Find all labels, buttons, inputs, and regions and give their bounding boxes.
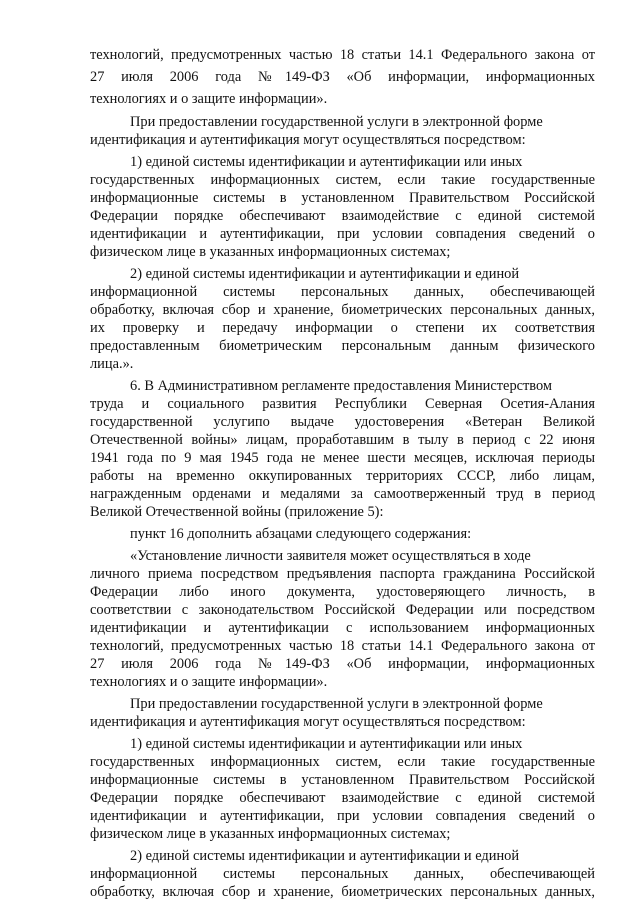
- text-line: работы на временно оккупированных территориях СССР, либо лицам,: [90, 468, 595, 484]
- text-line: обработку, включая сбор и хранение, биометрических персональных данных,: [90, 302, 595, 318]
- text-line: технологиях и о защите информации».: [90, 674, 328, 690]
- text-line: труда и социального развития Республики Северная Осетия-Алания: [90, 396, 595, 412]
- text-line: информационной системы персональных данных, обеспечивающей: [90, 866, 595, 882]
- text-line: технологиях и о защите информации».: [90, 91, 328, 107]
- text-line: 6. В Административном регламенте предоставления Министерством: [130, 378, 553, 394]
- text-line: лица.».: [90, 356, 134, 372]
- text-line: государственных информационных систем, если такие государственные: [90, 754, 595, 770]
- text-line: информационные системы в установленном Правительством Российской: [90, 190, 595, 206]
- text-line: обработку, включая сбор и хранение, биометрических персональных данных,: [90, 884, 595, 900]
- text-line: их проверку и передачу информации о степени их соответствия: [90, 320, 595, 336]
- text-line: 1) единой системы идентификации и аутентификации или иных: [130, 154, 523, 170]
- text-line: При предоставлении государственной услуги в электронной форме: [130, 114, 543, 130]
- text-line: технологий, предусмотренных частью 18 статьи 14.1 Федерального закона от: [90, 638, 595, 654]
- text-line: предоставленным биометрическим персональным данным физического: [90, 338, 595, 354]
- text-line: При предоставлении государственной услуги в электронной форме: [130, 696, 543, 712]
- text-line: 27 июля 2006 года №149-ФЗ «Об информации, информационных: [90, 656, 595, 672]
- text-line: 1941 года по 9 мая 1945 года не менее шести месяцев, исключая периоды: [90, 450, 595, 466]
- text-line: «Установление личности заявителя может осуществляться в ходе: [130, 548, 531, 564]
- text-line: Федерации порядке обеспечивают взаимодействие с единой системой: [90, 790, 595, 806]
- text-line: пункт 16 дополнить абзацами следующего содержания:: [130, 526, 472, 542]
- text-line: 2) единой системы идентификации и аутентификации и единой: [130, 848, 520, 864]
- text-line: Федерации либо иного документа, удостоверяющего личность, в: [90, 584, 595, 600]
- text-line: информационной системы персональных данных, обеспечивающей: [90, 284, 595, 300]
- text-line: идентификации и аутентификации, при условии совпадения сведений о: [90, 808, 595, 824]
- text-line: физическом лице в указанных информационных системах;: [90, 244, 451, 260]
- text-line: идентификация и аутентификация могут осуществляться посредством:: [90, 714, 526, 730]
- text-line: идентификации и аутентификации, при условии совпадения сведений о: [90, 226, 595, 242]
- text-line: технологий, предусмотренных частью 18 статьи 14.1 Федерального закона от: [90, 47, 595, 63]
- text-line: государственной услугипо выдаче удостоверения «Ветеран Великой: [90, 414, 595, 430]
- text-line: идентификации и аутентификации с использованием информационных: [90, 620, 595, 636]
- text-line: физическом лице в указанных информационных системах;: [90, 826, 451, 842]
- text-line: 27 июля 2006 года №149-ФЗ «Об информации, информационных: [90, 69, 595, 85]
- text-line: 1) единой системы идентификации и аутентификации или иных: [130, 736, 523, 752]
- text-line: награжденным орденами и медалями за самоотверженный труд в период: [90, 486, 595, 502]
- text-line: идентификация и аутентификация могут осуществляться посредством:: [90, 132, 526, 148]
- text-line: соответствии с законодательством Российской Федерации или посредством: [90, 602, 595, 618]
- text-line: личного приема посредством предъявления паспорта гражданина Российской: [90, 566, 595, 582]
- text-line: 2) единой системы идентификации и аутентификации и единой: [130, 266, 520, 282]
- text-line: государственных информационных систем, если такие государственные: [90, 172, 595, 188]
- text-line: Федерации порядке обеспечивают взаимодействие с единой системой: [90, 208, 595, 224]
- text-line: информационные системы в установленном Правительством Российской: [90, 772, 595, 788]
- text-line: Великой Отечественной войны (приложение 5):: [90, 504, 384, 520]
- text-line: Отечественной войны» лицам, проработавшим в тылу в период с 22 июня: [90, 432, 595, 448]
